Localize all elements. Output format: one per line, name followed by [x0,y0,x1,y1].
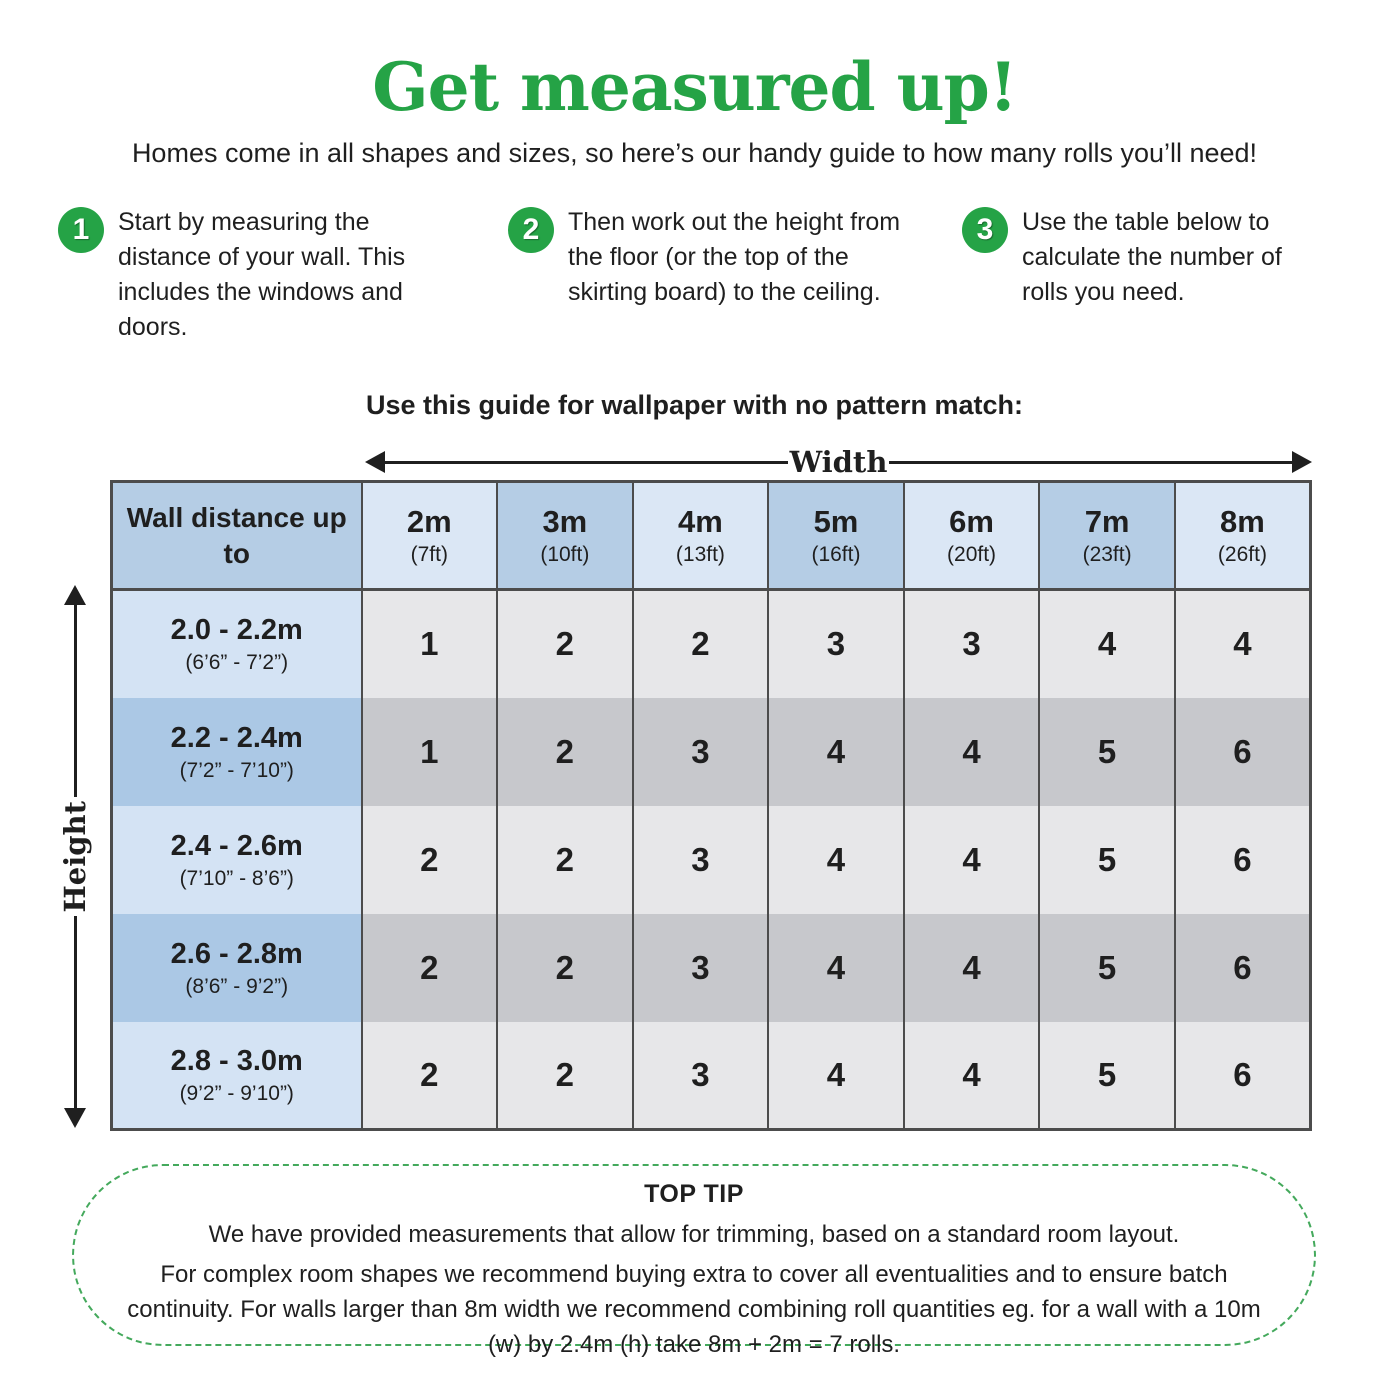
rolls-count-cell: 3 [633,914,769,1022]
rolls-count-cell: 5 [1039,1022,1175,1130]
row-header [112,590,362,698]
table-row [112,1022,1311,1130]
rolls-count-cell: 3 [633,1022,769,1130]
column-header-5m [768,482,904,590]
row-height-feet: (6’6” - 7’2”) [185,651,289,675]
column-width-feet: (13ft) [675,542,725,566]
column-width-metres: 6m [949,503,994,539]
rolls-count-cell: 3 [904,590,1040,698]
top-tip-title: TOP TIP [644,1180,744,1208]
rolls-count-cell: 5 [1039,698,1175,806]
rolls-count-cell: 6 [1175,806,1311,914]
step-1-text: Start by measuring the distance of your wall. This includes the windows and doors. [118,208,406,341]
column-width-feet: (20ft) [947,542,997,566]
arrow-up-icon [64,585,86,605]
row-height-feet: (7’10” - 8’6”) [179,866,294,890]
column-header-7m [1039,482,1175,590]
table-row [112,590,1311,698]
rolls-table [110,480,1312,1131]
row-header [112,914,362,1022]
top-tip-line2: For complex room shapes we recommend buying extra to cover all eventualities and to ensure batch continuity. For walls larger than 8m width we recommend combining roll quantities eg. for a wall with a 10m (w) by 2.4m (h) take 8m + 2m = 7 rolls. [127,1261,1261,1358]
column-header-3m [497,482,633,590]
step-1 [58,205,440,345]
column-width-feet: (16ft) [811,542,861,566]
row-height-metres: 2.2 - 2.4m [170,721,303,754]
top-tip-line1: We have provided measurements that allow for trimming, based on a standard room layout. [208,1221,1180,1248]
row-height-feet: (9’2” - 9’10”) [179,1081,294,1105]
rolls-count-cell: 2 [497,698,633,806]
rolls-count-cell: 6 [1175,698,1311,806]
rolls-count-cell: 4 [768,1022,904,1130]
column-width-metres: 8m [1220,503,1265,539]
rolls-count-cell: 2 [362,806,498,914]
row-height-metres: 2.4 - 2.6m [170,829,303,862]
column-header-8m [1175,482,1311,590]
table-row [112,914,1311,1022]
rolls-count-cell: 4 [1175,590,1311,698]
rolls-count-cell: 1 [362,590,498,698]
row-height-metres: 2.8 - 3.0m [170,1044,303,1077]
rolls-count-cell: 2 [497,1022,633,1130]
column-width-metres: 4m [678,503,723,539]
rolls-count-cell: 2 [633,590,769,698]
row-height-metres: 2.0 - 2.2m [170,614,303,647]
rolls-count-cell: 4 [904,698,1040,806]
rolls-count-cell: 4 [904,806,1040,914]
rolls-count-cell: 2 [497,914,633,1022]
row-header [112,698,362,806]
width-axis-arrow [365,445,1312,479]
step-3 [962,205,1307,310]
rolls-count-cell: 3 [768,590,904,698]
arrow-line [74,916,77,1108]
width-axis-label: Width [789,445,888,479]
arrow-right-icon [1292,451,1312,473]
row-height-metres: 2.6 - 2.8m [170,937,303,970]
page-title: Get measured up! [372,48,1017,126]
rolls-count-cell: 6 [1175,1022,1311,1130]
column-width-metres: 7m [1084,503,1130,539]
rolls-count-cell: 3 [633,698,769,806]
top-tip-box [72,1164,1316,1358]
row-height-feet: (7’2” - 7’10”) [179,758,294,782]
rolls-count-cell: 4 [768,806,904,914]
step-2 [508,205,920,310]
rolls-count-cell: 4 [904,1022,1040,1130]
column-width-metres: 2m [406,503,452,539]
step-2-number-badge: 2 [508,207,554,253]
column-width-feet: (26ft) [1217,542,1267,566]
arrow-line [385,461,788,464]
rolls-count-cell: 2 [362,914,498,1022]
arrow-down-icon [64,1108,86,1128]
column-width-metres: 5m [813,503,859,539]
arrow-line [889,461,1292,464]
rolls-count-cell: 3 [633,806,769,914]
table-header-row [112,482,1311,590]
column-width-feet: (23ft) [1082,542,1132,566]
column-width-feet: (10ft) [540,542,590,566]
height-axis-label: Height [58,800,92,913]
column-width-metres: 3m [542,503,588,539]
column-header-4m [633,482,769,590]
column-width-feet: (7ft) [410,542,448,566]
rolls-count-cell: 4 [768,698,904,806]
arrow-left-icon [365,451,385,473]
row-height-feet: (8’6” - 9’2”) [185,974,289,998]
rolls-count-cell: 1 [362,698,498,806]
guide-heading: Use this guide for wallpaper with no pattern match: [365,390,1024,420]
row-header [112,806,362,914]
table-row [112,806,1311,914]
step-3-text: Use the table below to calculate the number of rolls you need. [1022,208,1282,306]
step-2-text: Then work out the height from the floor (or the top of the skirting board) to the ceiling. [568,208,901,306]
page-subtitle: Homes come in all shapes and sizes, so here’s our handy guide to how many rolls you’ll need! [131,138,1258,168]
rolls-count-cell: 4 [1039,590,1175,698]
table-corner-header: Wall distance up to [112,482,362,590]
rolls-count-cell: 2 [497,806,633,914]
row-header [112,1022,362,1130]
arrow-line [74,605,77,797]
column-header-6m [904,482,1040,590]
table-row [112,698,1311,806]
rolls-count-cell: 5 [1039,914,1175,1022]
rolls-count-cell: 2 [362,1022,498,1130]
rolls-count-cell: 2 [497,590,633,698]
rolls-count-cell: 6 [1175,914,1311,1022]
height-axis-arrow [58,585,92,1128]
column-header-2m [362,482,498,590]
step-1-number-badge: 1 [58,207,104,253]
rolls-count-cell: 4 [768,914,904,1022]
rolls-count-cell: 4 [904,914,1040,1022]
rolls-count-cell: 5 [1039,806,1175,914]
step-3-number-badge: 3 [962,207,1008,253]
